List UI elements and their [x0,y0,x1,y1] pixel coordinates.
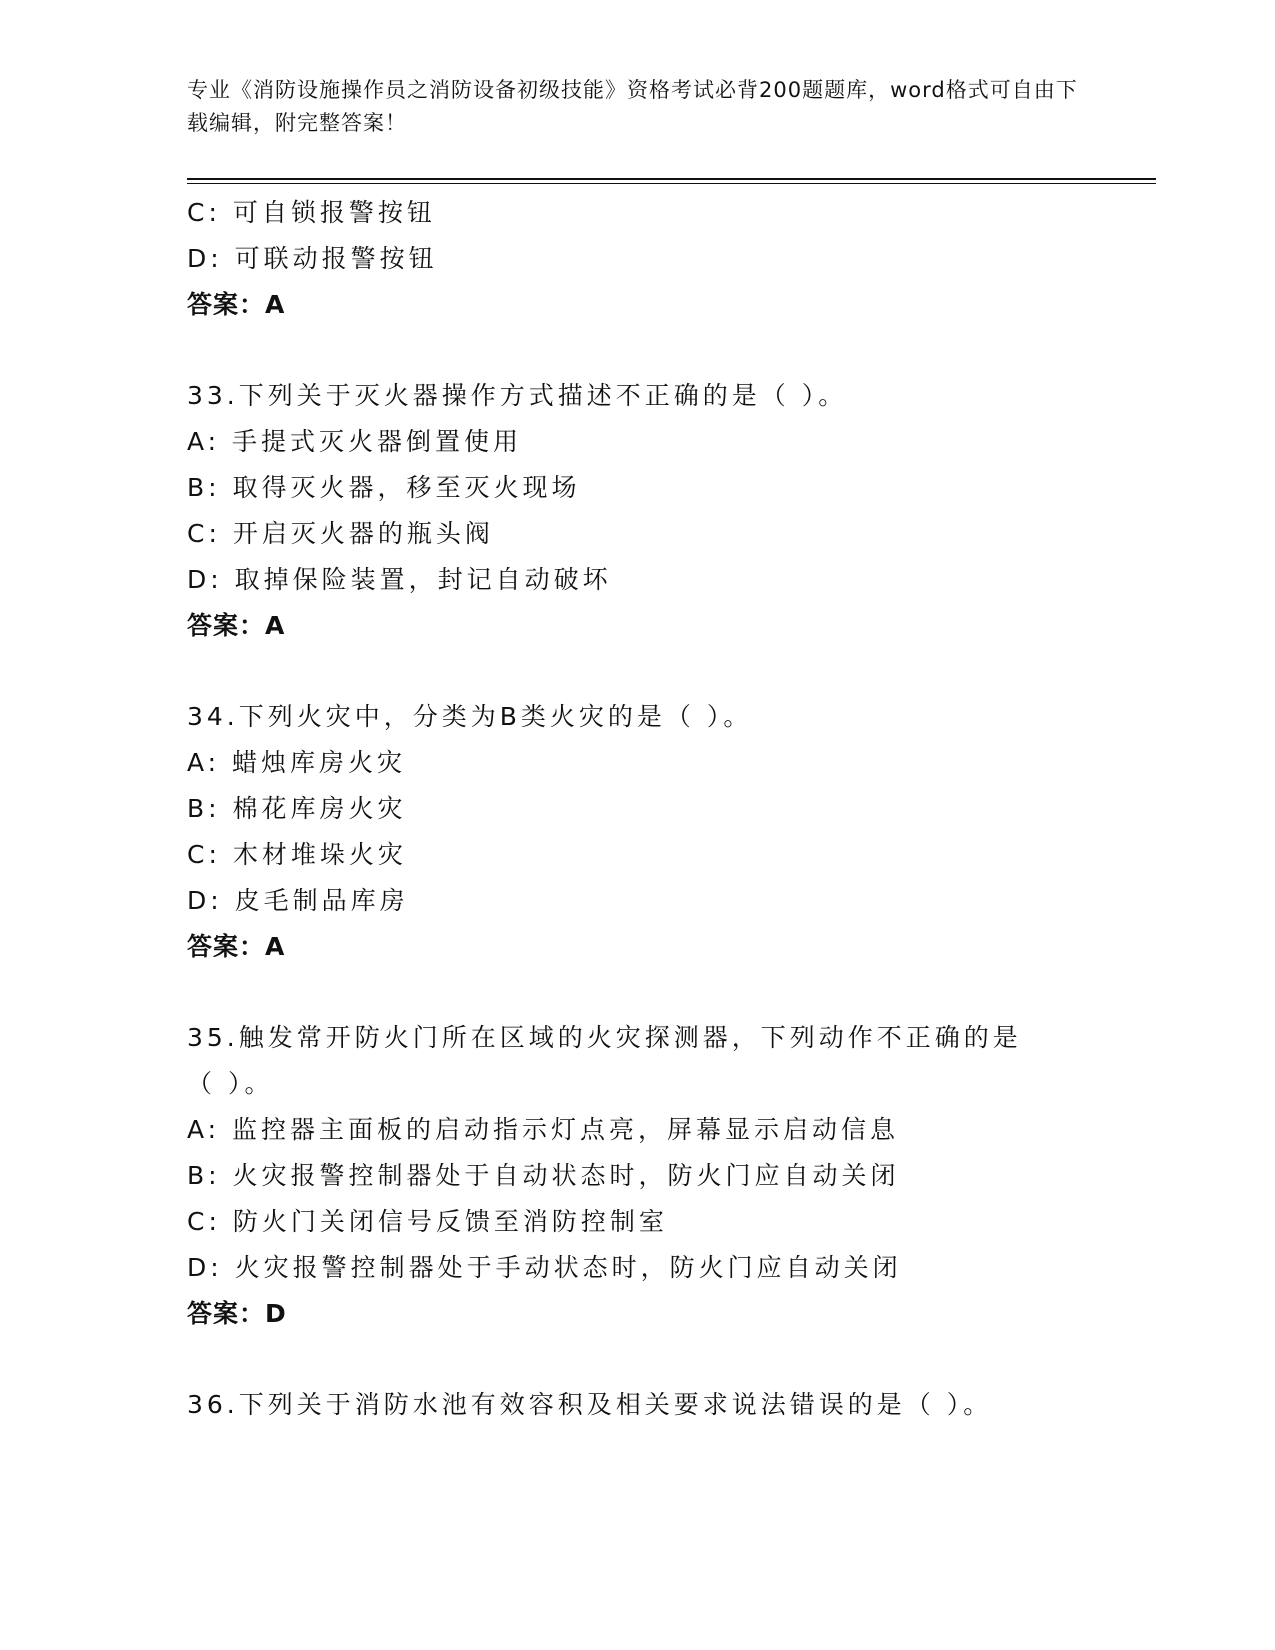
option-b: B: 取得灭火器，移至灭火现场 [187,473,581,502]
option-a: A: 蜡烛库房火灾 [187,748,407,777]
option-c: C: 木材堆垛火灾 [187,840,407,869]
option-b: B: 棉花库房火灾 [187,794,407,823]
option-c: C: 可自锁报警按钮 [187,198,436,227]
option-c: C: 防火门关闭信号反馈至消防控制室 [187,1207,668,1236]
option-c: C: 开启灭火器的瓶头阀 [187,519,494,548]
option-d: D: 皮毛制品库房 [187,886,409,915]
header-divider-thick [187,178,1156,180]
question-list [187,190,1107,1428]
option-b: B: 火灾报警控制器处于自动状态时，防火门应自动关闭 [187,1161,900,1190]
option-a: A: 监控器主面板的启动指示灯点亮，屏幕显示启动信息 [187,1115,900,1144]
answer-line: 答案：A [187,611,286,640]
option-a: A: 手提式灭火器倒置使用 [187,427,523,456]
answer-line: 答案：A [187,290,286,319]
question-stem: 33.下列关于灭火器操作方式描述不正确的是（ ）。 [187,381,848,410]
answer-line: 答案：A [187,932,286,961]
option-d: D: 取掉保险装置，封记自动破坏 [187,565,612,594]
answer-line: 答案：D [187,1299,287,1328]
question-stem: 34.下列火灾中，分类为B类火灾的是（ ）。 [187,702,753,731]
question-stem: 36.下列关于消防水池有效容积及相关要求说法错误的是（ ）。 [187,1390,993,1419]
document-header: 专业《消防设施操作员之消防设备初级技能》资格考试必背200题题库，word格式可自由下载编辑，附完整答案！ [187,78,1078,135]
header-divider-thin [187,183,1156,184]
option-d: D: 可联动报警按钮 [187,244,438,273]
option-d: D: 火灾报警控制器处于手动状态时，防火门应自动关闭 [187,1253,902,1282]
question-stem: 35.触发常开防火门所在区域的火灾探测器，下列动作不正确的是（ ）。 [187,1023,1022,1098]
